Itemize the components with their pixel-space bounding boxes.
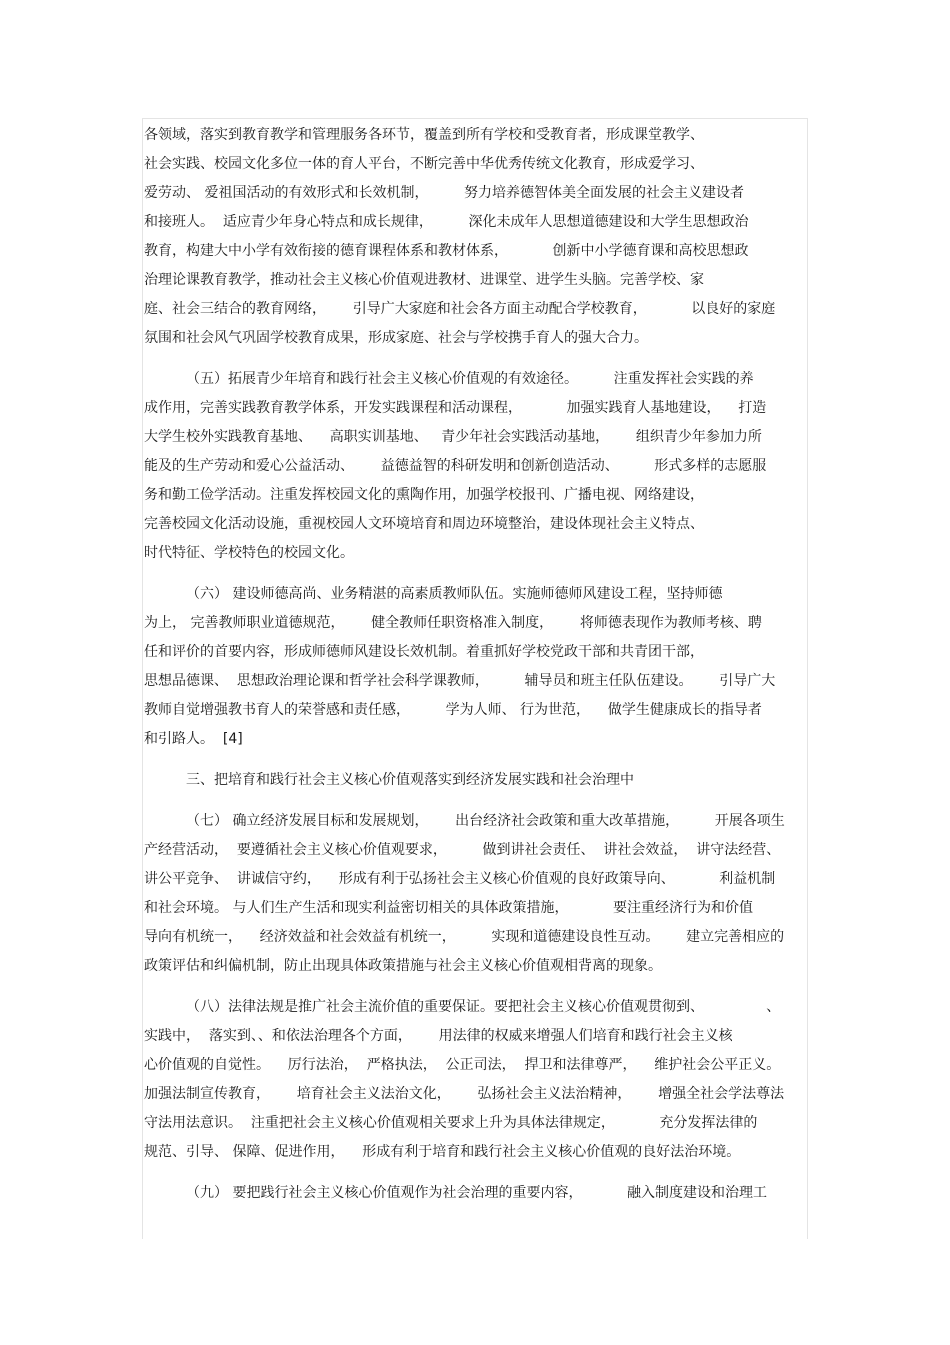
- chapter-heading-line: 三、把培育和践行社会主义核心价值观落实到经济发展实践和社会治理中: [186, 772, 634, 788]
- text-line: 各领域，落实到教育教学和管理服务各环节，覆盖到所有学校和受教育者，形成课堂教学、: [144, 127, 704, 143]
- text-line: 和引路人。 [4]: [144, 731, 243, 747]
- text-line: 教育，构建大中小学有效衔接的德育课程体系和教材体系， 创新中小学德育课和高校思想政: [144, 243, 749, 259]
- paragraph-section-9: [144, 1179, 808, 1208]
- section-heading-line: （六） 建设师德高尚、业务精湛的高素质教师队伍。实施师德师风建设工程，坚持师德: [186, 586, 723, 602]
- text-line: 成作用，完善实践教育教学体系，开发实践课程和活动课程， 加强实践育人基地建设， 打造: [144, 400, 767, 416]
- text-line: 和接班人。 适应青少年身心特点和成长规律， 深化未成年人思想道德建设和大学生思想政治: [144, 214, 749, 230]
- text-line: 和社会环境。 与人们生产生活和现实利益密切相关的具体政策措施， 要注重经济行为和价值: [144, 900, 753, 916]
- text-line: 社会实践、校园文化多位一体的育人平台，不断完善中华优秀传统文化教育，形成爱学习、: [144, 156, 704, 172]
- section-heading-line: （九） 要把践行社会主义核心价值观作为社会治理的重要内容， 融入制度建设和治理工: [186, 1185, 767, 1201]
- text-line: 导向有机统一， 经济效益和社会效益有机统一， 实现和道德建设良性互动。 建立完善相应的: [144, 929, 785, 945]
- text-line: 产经营活动， 要遵循社会主义核心价值观要求， 做到讲社会责任、 讲社会效益， 讲守法经营、: [144, 842, 781, 858]
- chapter-heading-3: [144, 766, 808, 795]
- text-line: 庭、社会三结合的教育网络， 引导广大家庭和社会各方面主动配合学校教育， 以良好的家庭: [144, 301, 776, 317]
- text-line: 加强法制宣传教育， 培育社会主义法治文化， 弘扬社会主义法治精神， 增强全社会学法尊法: [144, 1086, 785, 1102]
- text-line: 爱劳动、 爱祖国活动的有效形式和长效机制， 努力培养德智体美全面发展的社会主义建设者: [144, 185, 745, 201]
- text-line: 思想品德课、 思想政治理论课和哲学社会科学课教师， 辅导员和班主任队伍建设。 引导广大: [144, 673, 776, 689]
- text-line: 治理论课教育教学，推动社会主义核心价值观进教材、进课堂、进学生头脑。完善学校、家: [144, 272, 704, 288]
- text-line: 政策评估和纠偏机制，防止出现具体政策措施与社会主义核心价值观相背离的现象。: [144, 958, 662, 974]
- section-heading-line: （五）拓展青少年培育和践行社会主义核心价值观的有效途径。 注重发挥社会实践的养: [186, 371, 754, 387]
- section-heading-line: （七） 确立经济发展目标和发展规划， 出台经济社会政策和重大改革措施， 开展各项生: [186, 813, 785, 829]
- paragraph-section-7: [144, 807, 808, 981]
- text-line: 时代特征、学校特色的校园文化。: [144, 545, 354, 561]
- text-line: 完善校园文化活动设施，重视校园人文环境培育和周边环境整治，建设体现社会主义特点、: [144, 516, 704, 532]
- text-line: 守法用法意识。 注重把社会主义核心价值观相关要求上升为具体法律规定， 充分发挥法律的: [144, 1115, 758, 1131]
- paragraph-education-platform: [144, 121, 808, 353]
- text-line: 能及的生产劳动和爱心公益活动、 益德益智的科研发明和创新创造活动、 形式多样的志愿服: [144, 458, 767, 474]
- text-line: 为上， 完善教师职业道德规范， 健全教师任职资格准入制度， 将师德表现作为教师考核、聘: [144, 615, 762, 631]
- text-line: 大学生校外实践教育基地、 高职实训基地、 青少年社会实践活动基地， 组织青少年参加力所: [144, 429, 762, 445]
- document-body: [144, 121, 808, 1208]
- text-line: 心价值观的自觉性。 厉行法治， 严格执法， 公正司法， 捍卫和法律尊严， 维护社会公平正义。: [144, 1057, 781, 1073]
- text-line: 实践中， 落实到、、和依法治理各个方面， 用法律的权威来增强人们培育和践行社会主义核: [144, 1028, 733, 1044]
- text-line: 任和评价的首要内容，形成师德师风建设长效机制。着重抓好学校党政干部和共青团干部，: [144, 644, 704, 660]
- paragraph-section-5: [144, 365, 808, 568]
- text-line: 务和勤工俭学活动。注重发挥校园文化的熏陶作用，加强学校报刊、广播电视、网络建设，: [144, 487, 704, 503]
- paragraph-section-6: [144, 580, 808, 754]
- text-line: 规范、引导、 保障、促进作用， 形成有利于培育和践行社会主义核心价值观的良好法治环境。: [144, 1144, 741, 1160]
- text-line: 讲公平竞争、 讲诚信守约， 形成有利于弘扬社会主义核心价值观的良好政策导向、 利益机制: [144, 871, 776, 887]
- text-line: 教师自觉增强教书育人的荣誉感和责任感， 学为人师、 行为世范， 做学生健康成长的指导者: [144, 702, 762, 718]
- text-line: 氛围和社会风气巩固学校教育成果，形成家庭、社会与学校携手育人的强大合力。: [144, 330, 648, 346]
- section-heading-line: （八）法律法规是推广社会主流价值的重要保证。要把社会主义核心价值观贯彻到、 、: [186, 999, 781, 1015]
- paragraph-section-8: [144, 993, 808, 1167]
